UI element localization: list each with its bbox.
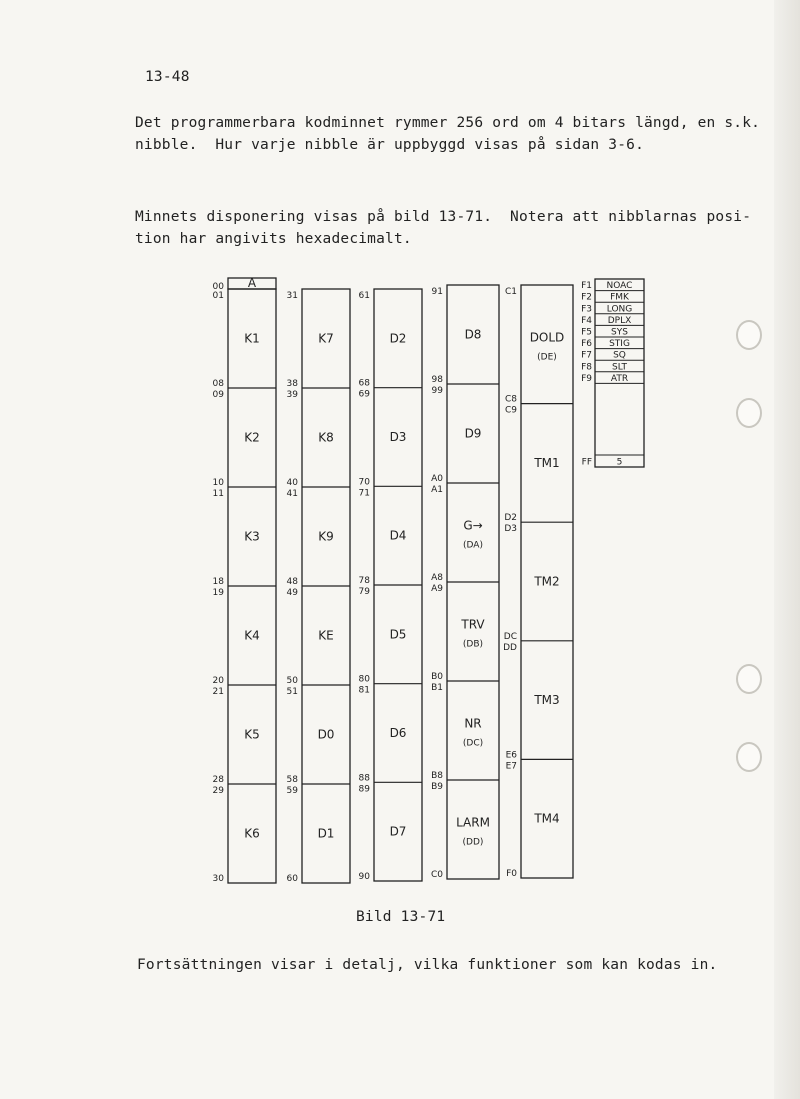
address-label: 01 [212,291,224,301]
block-sublabel: (DA) [463,540,483,551]
address-label: 10 [212,478,224,488]
paragraph-1-line-1: Det programmerbara kodminnet rymmer 256 ord om 4 bitars längd, en s.k. [135,115,761,131]
address-label: 88 [358,773,370,784]
flag-label: STIG [609,339,630,350]
address-label: 79 [358,587,370,597]
address-label: 20 [212,676,224,686]
block-label: D5 [389,627,407,642]
address-label: 21 [212,687,224,697]
address-label: 08 [212,379,224,389]
address-label: F3 [581,304,592,315]
block-sublabel: (DC) [462,738,484,749]
flag-label: NOAC [606,281,633,292]
flag-label: DPLX [607,315,632,326]
address-label: DD [503,642,517,653]
flag-label: LONG [606,304,633,315]
block-label: K6 [244,826,260,841]
address-label: 81 [358,685,370,696]
block-label: TM3 [534,693,560,708]
address-label: 38 [286,379,298,389]
block-label: TM4 [534,811,560,826]
block-label: K3 [244,529,260,544]
address-label: B8 [431,771,443,781]
address-label: E7 [505,761,517,772]
address-label: 31 [286,291,298,301]
block-label: G→ [463,518,483,533]
address-label: 18 [212,577,224,587]
address-label: F7 [581,350,592,361]
block-label: NR [464,716,482,731]
address-label: 71 [358,488,370,499]
flag-label: SLT [612,362,627,373]
address-label: FF [581,457,592,468]
block-label: K8 [318,430,334,445]
address-label: 91 [431,287,443,297]
address-label: 99 [431,386,443,396]
block-label: D8 [464,327,482,342]
flag-label: ATR [610,373,629,384]
address-label: 28 [212,775,224,785]
flag-label: SQ [613,350,626,361]
address-label: F8 [581,362,592,373]
address-label: 59 [286,786,298,796]
address-label: B0 [431,672,443,682]
address-label: D3 [504,524,517,535]
address-label: C1 [504,287,517,297]
block-label: K5 [244,727,260,742]
address-label: A1 [431,485,443,495]
address-label: 40 [286,478,298,488]
block-label: K1 [244,331,260,346]
flag-label: SYS [611,327,628,338]
address-label: C9 [504,405,517,416]
address-label: 19 [212,588,224,598]
address-label: 70 [358,477,370,488]
address-label: F6 [581,339,592,350]
address-label: 68 [358,378,370,389]
address-label: F4 [581,315,592,326]
block-label: D6 [389,726,407,740]
address-label: D2 [504,513,517,524]
address-label: 90 [358,872,370,882]
column-header-label: A [247,276,257,290]
address-label: C8 [504,394,517,405]
address-label: 50 [286,676,298,686]
block-label: K4 [244,628,260,643]
block-label: D4 [389,528,407,543]
address-label: F2 [581,292,592,303]
address-label: 39 [286,390,298,400]
block-label: TRV [461,617,485,632]
address-label: F9 [581,373,592,384]
address-label: 80 [358,674,370,685]
paragraph-2-line-1: Minnets disponering visas på bild 13-71. Notera att nibblarnas posi- [135,209,752,225]
address-label: DC [503,631,517,642]
block-label: D2 [389,331,407,346]
address-label: E6 [505,750,517,761]
address-label: 69 [358,389,370,400]
paragraph-1-line-2: nibble. Hur varje nibble är uppbyggd visas på sidan 3-6. [135,137,644,153]
address-label: 00 [212,282,224,292]
block-label: LARM [456,815,490,830]
address-label: B9 [431,782,443,792]
block-sublabel: (DB) [462,639,484,650]
block-label: DOLD [529,330,565,345]
address-label: 11 [212,489,224,499]
block-sublabel: (DD) [462,837,484,848]
block-label: D9 [464,426,482,441]
address-label: A9 [431,584,443,594]
block-label: K2 [244,430,260,445]
block-label: K9 [318,529,334,544]
address-label: 48 [286,577,298,587]
address-label: 30 [212,874,224,884]
figure-caption: Bild 13-71 [356,909,446,925]
address-label: 98 [431,375,443,385]
paragraph-2-line-2: tion har angivits hexadecimalt. [135,231,412,247]
block-label: D3 [389,430,407,444]
address-label: 29 [212,786,224,796]
flag-label: 5 [616,457,623,468]
address-label: F1 [581,281,592,292]
address-label: 60 [286,874,298,884]
address-label: F5 [581,327,592,338]
address-label: B1 [431,683,443,693]
block-label: KE [318,628,334,643]
address-label: 61 [358,291,370,301]
block-label: K7 [318,331,334,346]
block-label: TM1 [534,455,560,470]
block-sublabel: (DE) [537,352,557,363]
address-label: 41 [286,489,298,499]
page-number: 13-48 [145,69,190,85]
address-label: F0 [506,869,517,879]
address-label: A0 [431,474,443,484]
paragraph-3: Fortsättningen visar i detalj, vilka funktioner som kan kodas in. [137,957,718,973]
address-label: 09 [212,390,224,400]
block-label: D7 [389,824,407,839]
address-label: C0 [430,870,443,880]
address-label: 89 [358,784,370,795]
address-label: 51 [286,687,298,697]
address-label: 58 [286,775,298,785]
block-label: D0 [317,727,335,742]
address-label: 78 [358,576,370,586]
address-label: A8 [431,573,443,583]
flag-label: FMK [610,292,629,303]
address-label: 49 [286,588,298,598]
block-label: TM2 [534,574,560,589]
block-label: D1 [317,826,335,841]
